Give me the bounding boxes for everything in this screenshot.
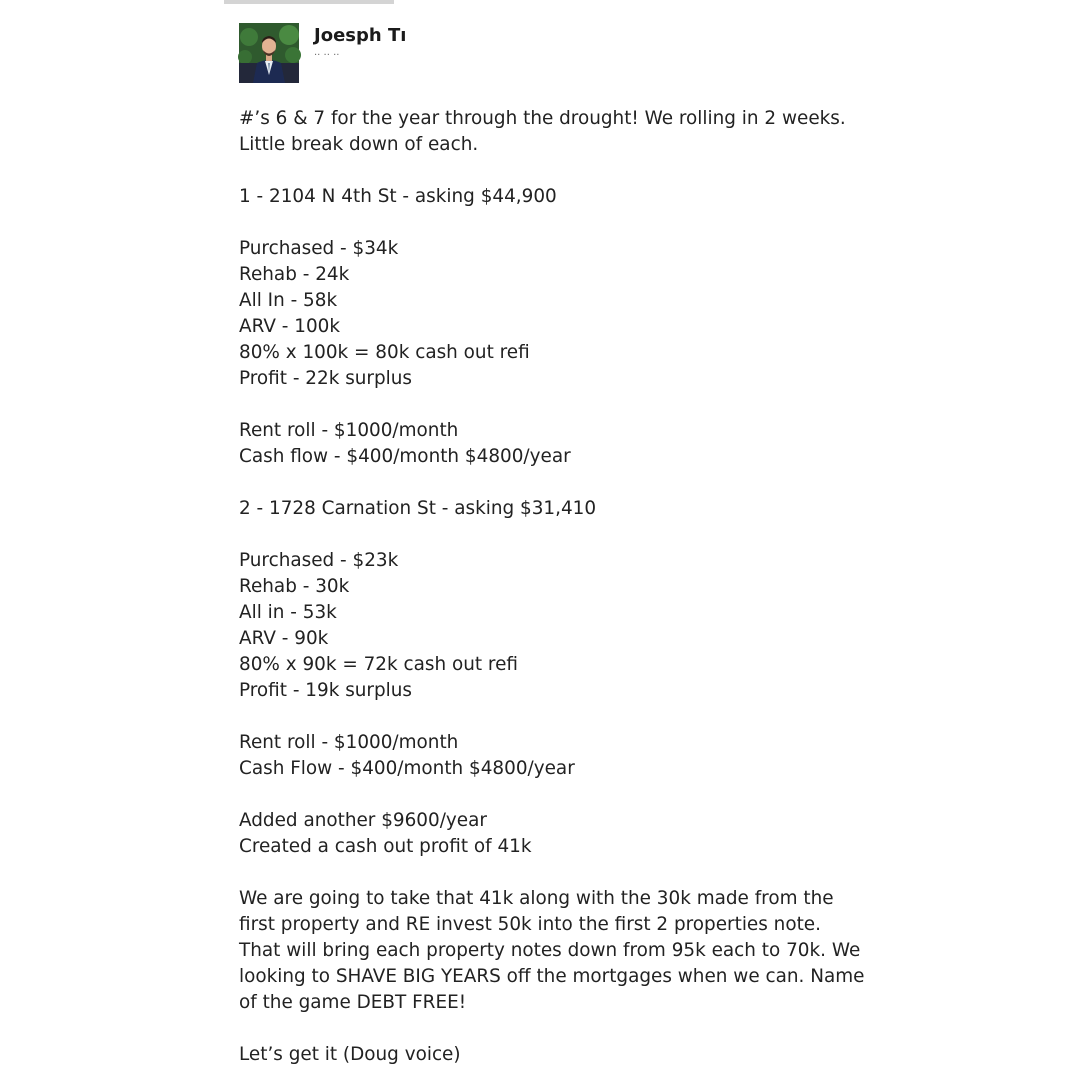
post-text-line: Purchased - $34k [239, 238, 399, 259]
post-text-line: Profit - 19k surplus [239, 680, 413, 701]
post-text-line: Rent roll - $1000/month [239, 420, 459, 441]
post-text-line [239, 782, 849, 808]
post-text-line [239, 522, 849, 548]
post-text-line: 1 - 2104 N 4th St - asking $44,900 [239, 186, 557, 207]
post-text-line: ARV - 90k [239, 628, 329, 649]
post-text-line: 80% x 90k = 72k cash out refi [239, 654, 518, 675]
post-header [239, 23, 839, 85]
post-text-line: Created a cash out profit of 41k [239, 836, 532, 857]
post-text-line: That will bring each property notes down from 95k each to 70k. We [239, 940, 861, 961]
avatar[interactable] [239, 23, 299, 83]
post-text-line: Rehab - 30k [239, 576, 350, 597]
post-text-line: Cash flow - $400/month $4800/year [239, 446, 571, 467]
post-text-line [239, 1016, 849, 1042]
post-text-line: ARV - 100k [239, 316, 341, 337]
post-text-line: Added another $9600/year [239, 810, 487, 831]
post-text-line [239, 210, 849, 236]
top-divider-bar [224, 0, 394, 4]
post-text-line: Profit - 22k surplus [239, 368, 413, 389]
post-text-line: Cash Flow - $400/month $4800/year [239, 758, 575, 779]
post-text-line: Little break down of each. [239, 134, 479, 155]
post-text-line: 80% x 100k = 80k cash out refi [239, 342, 530, 363]
post-text-line: All in - 53k [239, 602, 337, 623]
post-body [239, 106, 865, 1068]
avatar-photo-icon [239, 23, 299, 83]
post-text-line: Rehab - 24k [239, 264, 350, 285]
post-text-line: 2 - 1728 Carnation St - asking $31,410 [239, 498, 597, 519]
post-text-line: first property and RE invest 50k into the first 2 properties note. [239, 914, 821, 935]
post-text-line [239, 470, 849, 496]
post-text-line: We are going to take that 41k along with the 30k made from the [239, 888, 834, 909]
post-text-line [239, 392, 849, 418]
post-timestamp[interactable]: ·· ·· ·· [314, 50, 340, 61]
post-text-line: Purchased - $23k [239, 550, 399, 571]
post-text-line [239, 704, 849, 730]
post-text-line: #’s 6 & 7 for the year through the drought! We rolling in 2 weeks. [239, 108, 846, 129]
post-text-line: Rent roll - $1000/month [239, 732, 459, 753]
post-text-line: Let’s get it (Doug voice) [239, 1044, 461, 1065]
post-text-line: All In - 58k [239, 290, 338, 311]
post-text-line: looking to SHAVE BIG YEARS off the mortgages when we can. Name [239, 966, 865, 987]
post-text-line: of the game DEBT FREE! [239, 992, 467, 1013]
post-text-line [239, 860, 849, 886]
post-text-line [239, 158, 849, 184]
author-name[interactable]: Joesph Tı [314, 25, 407, 46]
